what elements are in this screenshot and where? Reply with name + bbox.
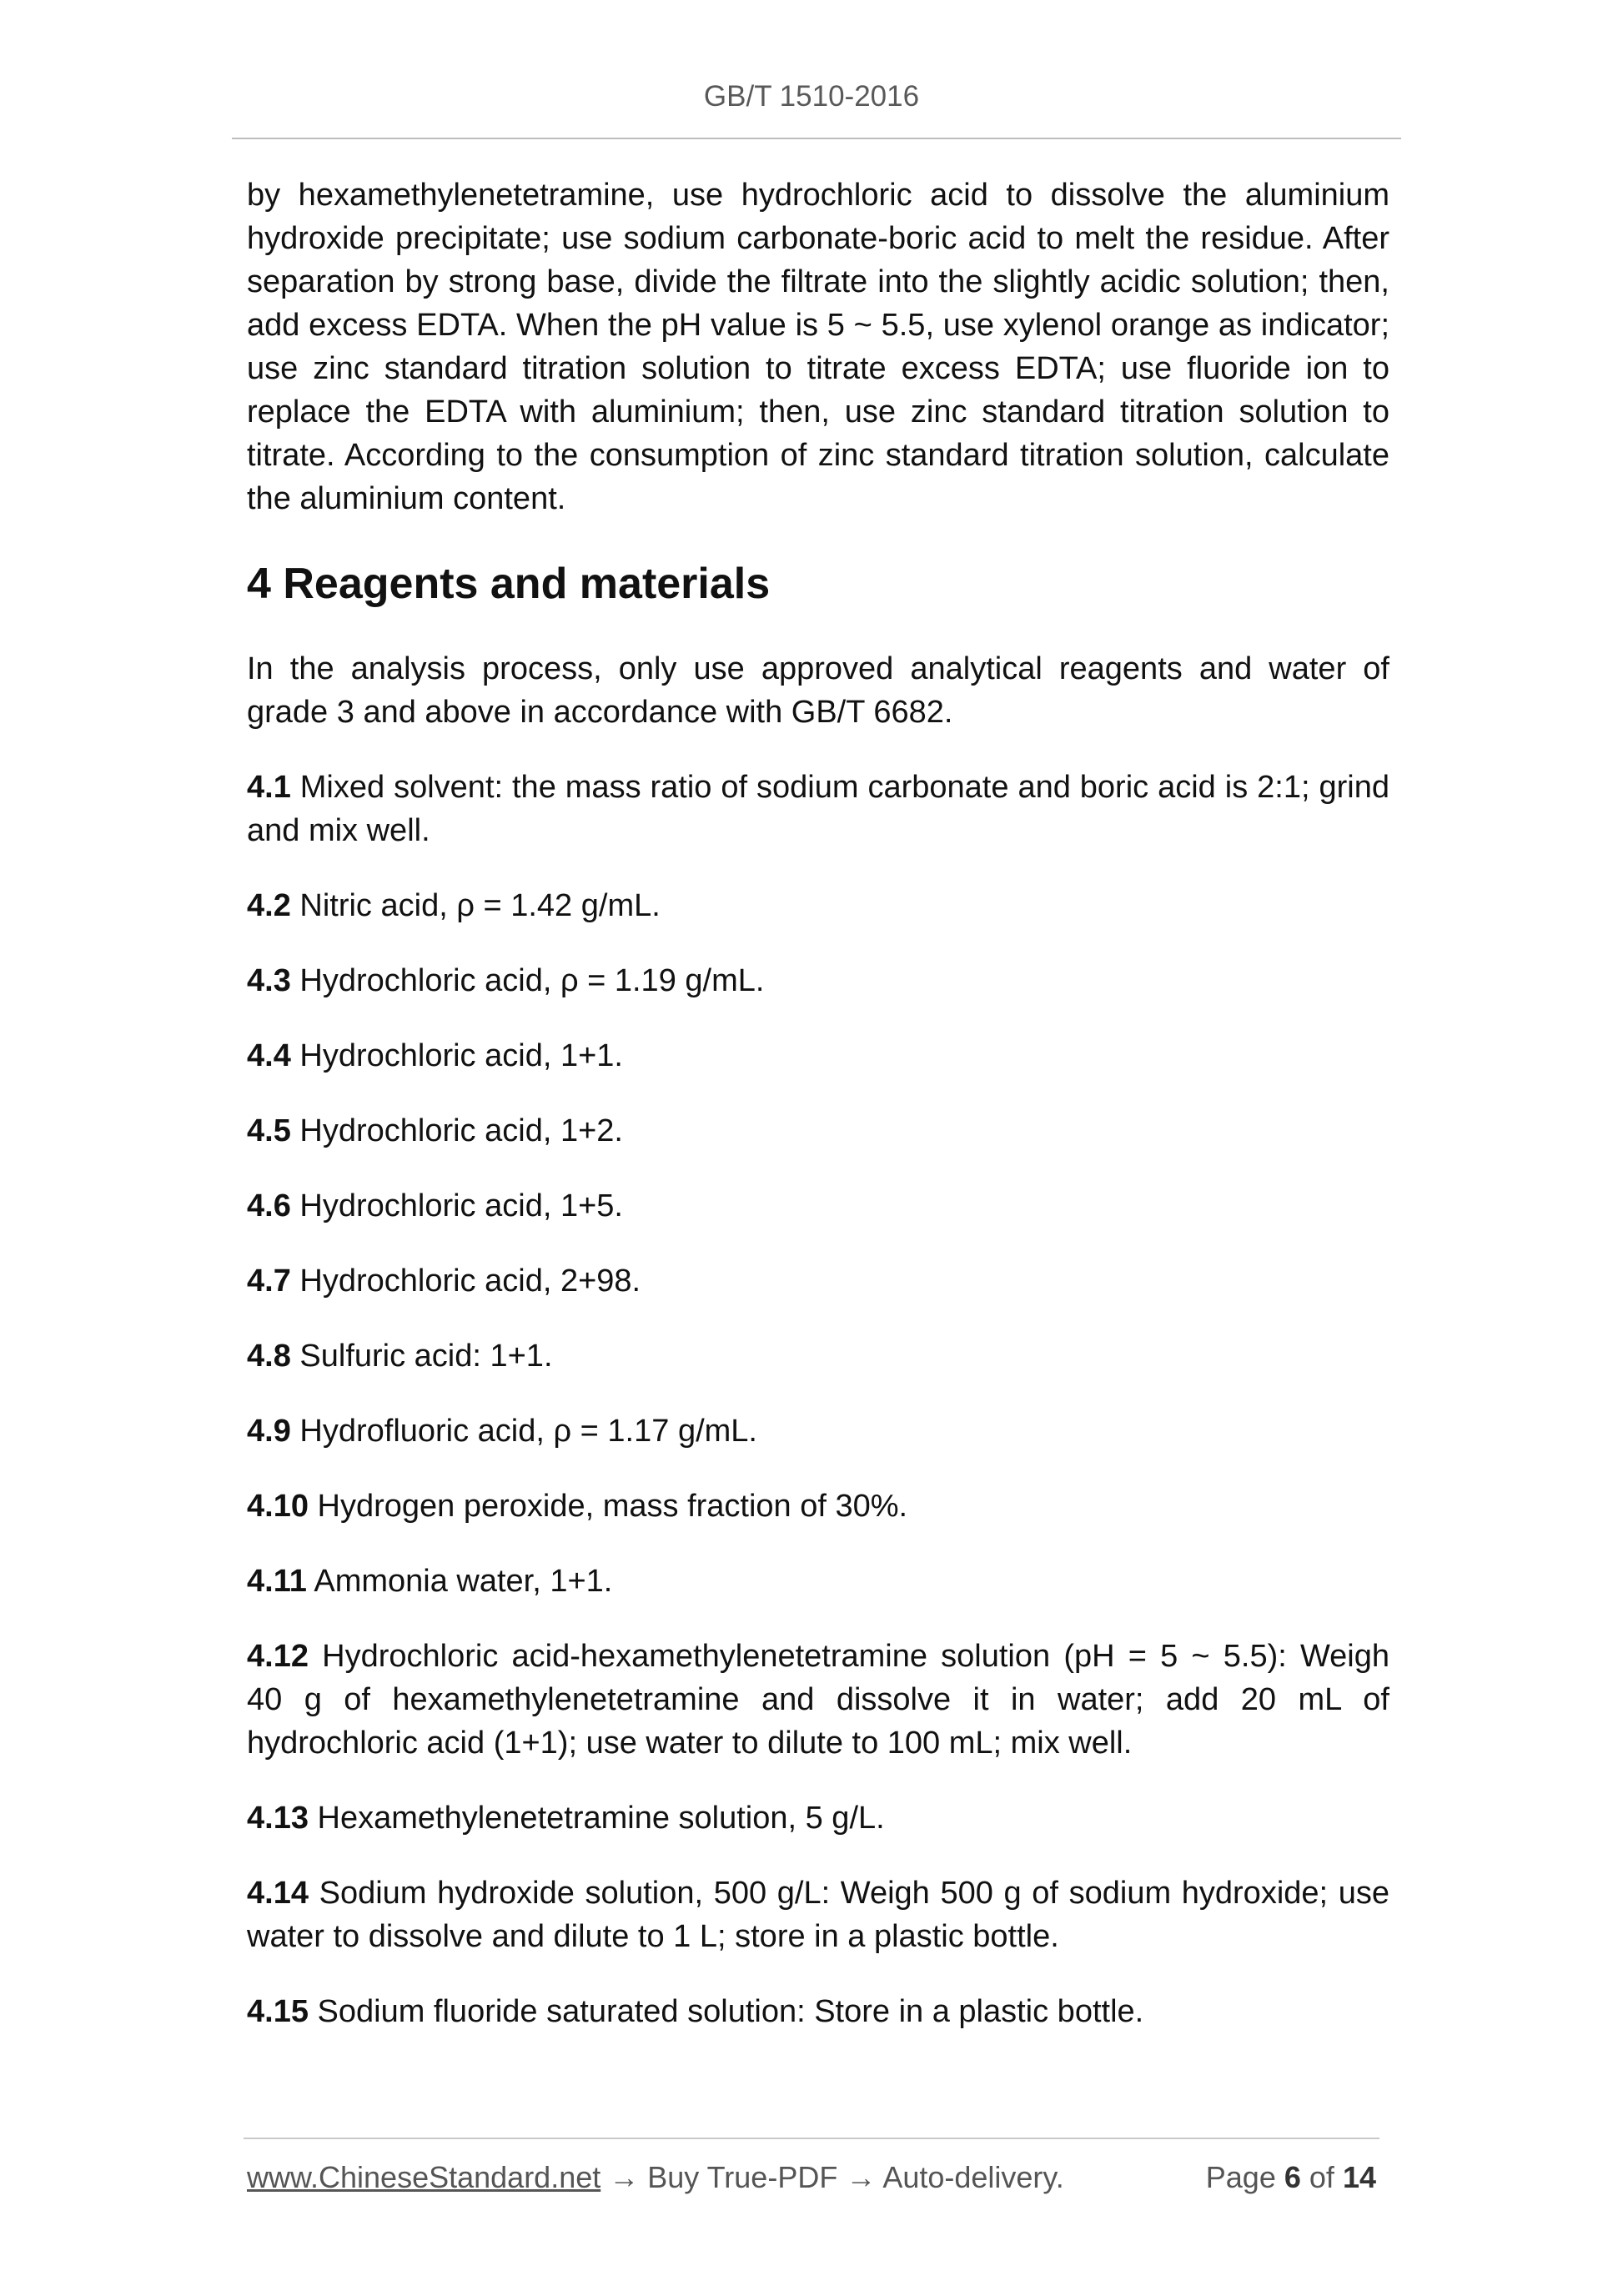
- item-text: Sodium hydroxide solution, 500 g/L: Weigh 500 g of sodium hydroxide; use water to dissolve and dilute to 1 L; store in a plastic bottle.: [247, 1876, 1390, 1954]
- item-number: 4.14: [247, 1876, 309, 1911]
- list-item: [247, 1034, 1389, 1078]
- list-item: [247, 884, 1389, 927]
- item-number: 4.13: [247, 1801, 309, 1836]
- item-number: 4.15: [247, 1994, 309, 2029]
- list-item: [247, 766, 1389, 852]
- item-number: 4.11: [247, 1564, 307, 1599]
- current-page-number: 6: [1284, 2160, 1301, 2194]
- item-text: Sulfuric acid: 1+1.: [299, 1339, 553, 1374]
- list-item: [247, 959, 1389, 1002]
- item-number: 4.6: [247, 1188, 291, 1223]
- item-number: 4.9: [247, 1414, 291, 1449]
- list-item: [247, 1109, 1389, 1153]
- list-item: [247, 1990, 1389, 2033]
- page-label: Page: [1205, 2160, 1276, 2194]
- item-text: Hydrochloric acid, ρ = 1.19 g/mL.: [299, 963, 765, 998]
- item-text: Hydrochloric acid-hexamethylenetetramine solution (pH = 5 ~ 5.5): Weigh 40 g of hexamethylenetetramine and dissolve it in water; add 20 mL of hydrochloric acid (1+1); use water to dilute to 100 mL; mix well.: [247, 1639, 1389, 1761]
- of-label: of: [1309, 2160, 1334, 2194]
- item-number: 4.1: [247, 770, 291, 805]
- header-divider: [232, 138, 1401, 139]
- item-number: 4.3: [247, 963, 291, 998]
- page-footer: [247, 2160, 1381, 2195]
- item-text: Nitric acid, ρ = 1.42 g/mL.: [299, 888, 661, 923]
- item-number: 4.2: [247, 888, 291, 923]
- page-indicator: [1206, 2160, 1376, 2195]
- item-text: Hydrofluoric acid, ρ = 1.17 g/mL.: [299, 1414, 757, 1449]
- item-number: 4.12: [247, 1639, 309, 1674]
- item-number: 4.5: [247, 1113, 291, 1148]
- item-text: Sodium fluoride saturated solution: Store in a plastic bottle.: [317, 1994, 1144, 2029]
- list-item: [247, 1871, 1389, 1958]
- item-number: 4.8: [247, 1339, 291, 1374]
- item-text: Hydrochloric acid, 2+98.: [299, 1264, 641, 1299]
- list-item: [247, 1485, 1389, 1528]
- item-text: Hydrochloric acid, 1+1.: [299, 1038, 623, 1073]
- item-text: Hydrochloric acid, 1+2.: [299, 1113, 623, 1148]
- list-item: [247, 1334, 1389, 1378]
- item-number: 4.7: [247, 1264, 291, 1299]
- item-text: Hydrochloric acid, 1+5.: [299, 1188, 623, 1223]
- page-content: [247, 173, 1389, 2065]
- section-heading: 4 Reagents and materials: [247, 560, 771, 608]
- list-item: [247, 1560, 1389, 1603]
- list-item: [247, 1409, 1389, 1453]
- footer-tagline: → Buy True-PDF → Auto-delivery.: [600, 2160, 1064, 2194]
- intro-paragraph: by hexamethylenetetramine, use hydrochloric acid to dissolve the aluminium hydroxide precipitate; use sodium carbonate-boric acid to melt the residue. After separation by strong base, divide the filtrate into the slightly acidic solution; then, add excess EDTA. When the pH value is 5 ~ 5.5, use xylenol orange as indicator; use zinc standard titration solution to titrate excess EDTA; use fluoride ion to replace the EDTA with aluminium; then, use zinc standard titration solution to titrate. According to the consumption of zinc standard titration solution, calculate the aluminium content.: [247, 178, 1389, 516]
- section-lead-paragraph: In the analysis process, only use approved analytical reagents and water of grade 3 and above in accordance with GB/T 6682.: [247, 651, 1389, 730]
- item-text: Ammonia water, 1+1.: [314, 1564, 613, 1599]
- footer-divider: [244, 2138, 1379, 2139]
- list-item: [247, 1184, 1389, 1228]
- list-item: [247, 1796, 1389, 1840]
- item-text: Hexamethylenetetramine solution, 5 g/L.: [317, 1801, 885, 1836]
- list-item: [247, 1259, 1389, 1303]
- list-item: [247, 1635, 1389, 1765]
- total-page-count: 14: [1342, 2160, 1376, 2194]
- item-text: Hydrogen peroxide, mass fraction of 30%.: [317, 1489, 908, 1524]
- item-number: 4.10: [247, 1489, 309, 1524]
- item-text: Mixed solvent: the mass ratio of sodium carbonate and boric acid is 2:1; grind and mix well.: [247, 770, 1389, 848]
- website-link[interactable]: www.ChineseStandard.net: [247, 2160, 601, 2194]
- item-number: 4.4: [247, 1038, 291, 1073]
- page-header: GB/T 1510-2016: [703, 80, 920, 113]
